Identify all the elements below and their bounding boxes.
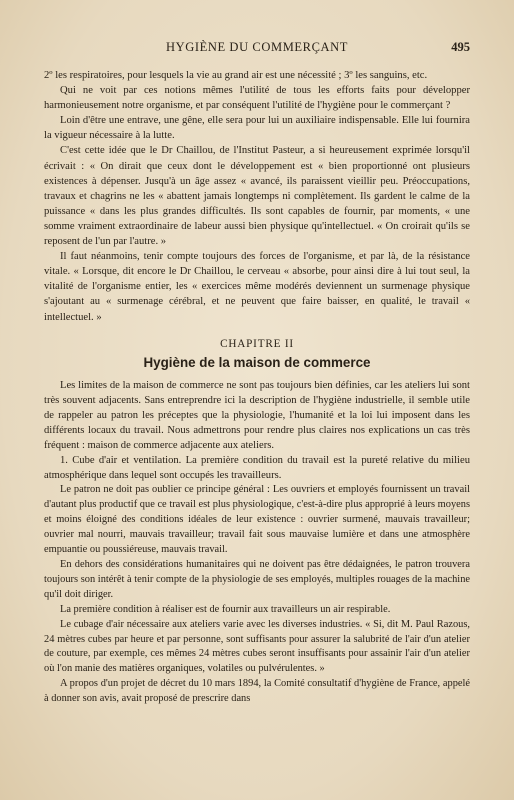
chapter-title: Hygiène de la maison de commerce xyxy=(143,354,371,370)
paragraph: Il faut néanmoins, tenir compte toujours des forces de l'organisme, et par là, de la résistance vitale. « Lorsque, dit encore le Dr Chaillou, le cerveau « absorbe, pour ainsi dire à lui tout seul, la vitalité de l'organisme entier, les « exercices même modérés deviennent un surmenage physique s'ajoutant au « surmenage cérébral, et ne peuvent que faire baisser, en qualité, le travail « intellectuel. » xyxy=(44,251,470,323)
paragraph: En dehors des considérations humanitaires qui ne doivent pas être dédaignées, le patron trouvera toujours son intérêt à tenir compte de la physiologie de ses employés, multiples rouages de la machine qu'il doit diriger. xyxy=(44,558,470,600)
page-header xyxy=(44,40,470,58)
paragraph: Les limites de la maison de commerce ne sont pas toujours bien définies, car les ateliers lui sont très souvent adjacents. Sans entreprendre ici la description de l'hygiène industrielle, il semble utile de rappeler au patron les préceptes que la physiologie, l'humanité et la loi lui imposent dans les différents locaux du travail. Nous admettrons pour rendre plus claires nos explications un cas très fréquent : maison de commerce adjacente aux ateliers. xyxy=(44,379,470,452)
running-title: HYGIÈNE DU COMMERÇANT xyxy=(165,40,349,54)
page-body xyxy=(44,68,470,707)
page-number: 495 xyxy=(451,40,470,54)
paragraph: Le cubage d'air nécessaire aux ateliers varie avec les diverses industries. « Si, dit M. Paul Razous, 24 mètres cubes par heure et par personne, sont suffisants pour assurer la salubrité de l'air d'un atelier de couture, par exemple, ces mêmes 24 mètres cubes seront insuffisants pour assainir l'air d'un atelier où l'on manie des matières organiques, volatiles ou pulvérulentes. » xyxy=(44,618,470,675)
paragraph: 1. Cube d'air et ventilation. La première condition du travail est la pureté relative du milieu atmosphérique dans lequel sont occupés les travailleurs. xyxy=(44,455,470,482)
paragraph: Qui ne voit par ces notions mêmes l'utilité de tous les efforts faits pour développer harmonieusement notre organisme, et par conséquent l'utilité de l'hygiène pour le commerçant ? xyxy=(44,85,470,112)
chapter-label: CHAPITRE II xyxy=(220,337,294,350)
paragraph: C'est cette idée que le Dr Chaillou, de l'Institut Pasteur, a si heureusement exprimée lorsqu'il écrivait : « On dirait que ceux dont le développement est « bien proportionné ont plusieurs existences à dépenser. Jusqu'à un âge assez « avancé, ils paraissent vieillir peu. Préoccupations, travaux et chagrins ne les « abattent jamais longtemps ni complètement. Ils gardent le calme de la puissance « dans les plus grandes difficultés. Ils sont capables de fournir, par moments, « une somme vraiment extraordinaire de labeur aussi bien physique qu'intellectuel. « On croirait qu'ils se reposent de l'un par l'autre. » xyxy=(44,145,470,248)
paragraph: 2º les respiratoires, pour lesquels la vie au grand air est une nécessité ; 3º les sanguins, etc. xyxy=(44,70,428,81)
paragraph: A propos d'un projet de décret du 10 mars 1894, la Comité consultatif d'hygiène de France, appelé à donner son avis, avait proposé de prescrire dans xyxy=(44,678,470,705)
paragraph: Loin d'être une entrave, une gêne, elle sera pour lui un auxiliaire indispensable. Elle lui fournira la vigueur nécessaire à la lutte. xyxy=(44,115,470,142)
paragraph: Le patron ne doit pas oublier ce principe général : Les ouvriers et employés fournissent un travail d'autant plus productif que ce travail est plus physiologique, c'est-à-dire plus approprié à leurs moyens et moins éloigné des conditions idéales de leur existence : ouvrier surmené, mauvais travailleur; ouvrier mal nourri, mauvais travailleur; travail fait sous mauvaise lumière et dans une atmosphère empuantie ou poussiéreuse, mauvais travail. xyxy=(44,484,470,556)
paragraph: La première condition à réaliser est de fournir aux travailleurs un air respirable. xyxy=(60,603,391,615)
